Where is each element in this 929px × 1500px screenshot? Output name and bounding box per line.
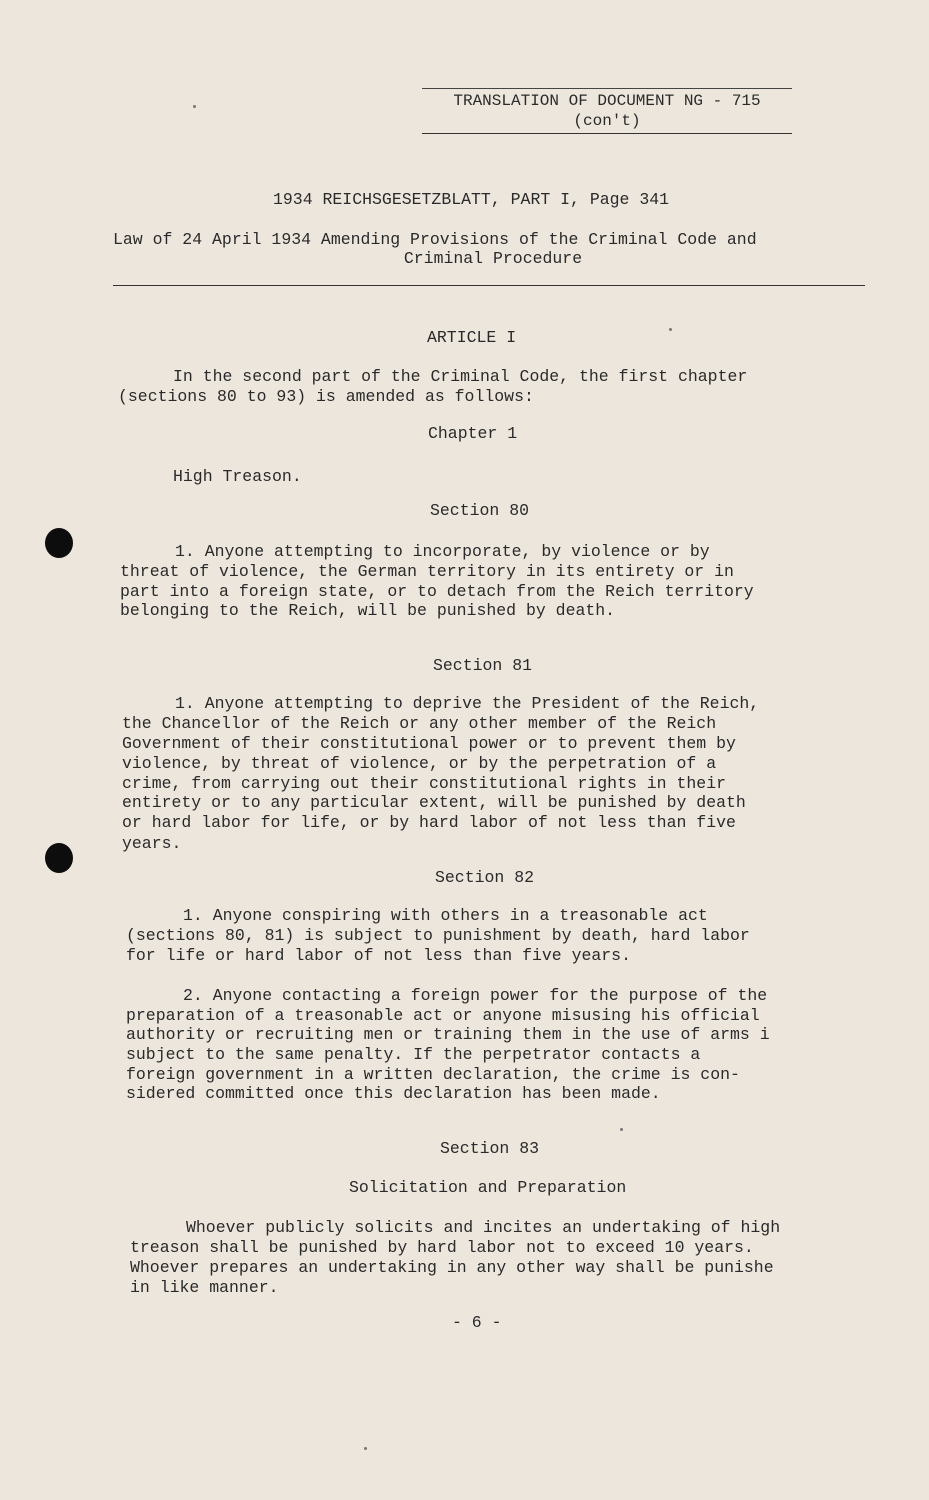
section81-line: or hard labor for life, or by hard labor of not less than five [122, 813, 736, 832]
document-header [422, 88, 792, 134]
chapter-title: High Treason. [173, 467, 302, 486]
paper-speck [364, 1447, 367, 1450]
section81-line: crime, from carrying out their constitutional rights in their [122, 774, 726, 793]
section82-para2-line: subject to the same penalty. If the perpetrator contacts a [126, 1045, 701, 1064]
section82-para1-line: 1. Anyone conspiring with others in a treasonable act [183, 906, 708, 925]
section83-line: Whoever publicly solicits and incites an undertaking of high [186, 1218, 781, 1237]
section83-line: Whoever prepares an undertaking in any other way shall be punishe [130, 1258, 774, 1277]
section81-line: years. [122, 834, 182, 853]
header-continued: (con't) [422, 111, 792, 134]
section80-heading: Section 80 [430, 501, 530, 520]
header-title: TRANSLATION OF DOCUMENT NG - 715 [422, 88, 792, 111]
section83-line: treason shall be punished by hard labor not to exceed 10 years. [130, 1238, 754, 1257]
article-intro-line1: In the second part of the Criminal Code, the first chapter [173, 367, 748, 386]
article-intro-line2: (sections 80 to 93) is amended as follows: [118, 387, 534, 406]
section82-para2-line: preparation of a treasonable act or anyone misusing his official [126, 1006, 760, 1025]
section82-para2-line: authority or recruiting men or training them in the use of arms i [126, 1025, 770, 1044]
section83-heading: Section 83 [440, 1139, 540, 1158]
paper-speck [669, 328, 672, 331]
punch-hole [45, 843, 73, 873]
section82-para2-line: foreign government in a written declaration, the crime is con- [126, 1065, 740, 1084]
section82-para2-line: sidered committed once this declaration has been made. [126, 1084, 661, 1103]
section80-line: threat of violence, the German territory in its entirety or in [120, 562, 734, 581]
article-heading: ARTICLE I [427, 328, 517, 347]
section82-para2-line: 2. Anyone contacting a foreign power for the purpose of the [183, 986, 768, 1005]
section80-line: 1. Anyone attempting to incorporate, by violence or by [175, 542, 710, 561]
paper-speck [620, 1128, 623, 1131]
law-title-line1: Law of 24 April 1934 Amending Provisions of the Criminal Code and [113, 230, 757, 249]
section82-heading: Section 82 [435, 868, 535, 887]
law-title-line2: Criminal Procedure [403, 249, 583, 268]
paper-speck [193, 105, 196, 108]
section81-line: 1. Anyone attempting to deprive the President of the Reich, [175, 694, 760, 713]
chapter-heading: Chapter 1 [428, 424, 518, 443]
section80-line: belonging to the Reich, will be punished by death. [120, 601, 616, 620]
section83-line: in like manner. [130, 1278, 279, 1297]
section81-heading: Section 81 [433, 656, 533, 675]
section82-para1-line: (sections 80, 81) is subject to punishment by death, hard labor [126, 926, 750, 945]
section82-para1-line: for life or hard labor of not less than five years. [126, 946, 631, 965]
section81-line: the Chancellor of the Reich or any other member of the Reich [122, 714, 717, 733]
section83-subheading: Solicitation and Preparation [349, 1178, 627, 1197]
section81-line: Government of their constitutional power or to prevent them by [122, 734, 736, 753]
source-citation: 1934 REICHSGESETZBLATT, PART I, Page 341 [273, 190, 670, 209]
title-divider [113, 285, 865, 286]
punch-hole [45, 528, 73, 558]
section80-line: part into a foreign state, or to detach from the Reich territory [120, 582, 754, 601]
section81-line: violence, by threat of violence, or by the perpetration of a [122, 754, 717, 773]
page-number: - 6 - [452, 1313, 502, 1332]
section81-line: entirety or to any particular extent, will be punished by death [122, 793, 746, 812]
